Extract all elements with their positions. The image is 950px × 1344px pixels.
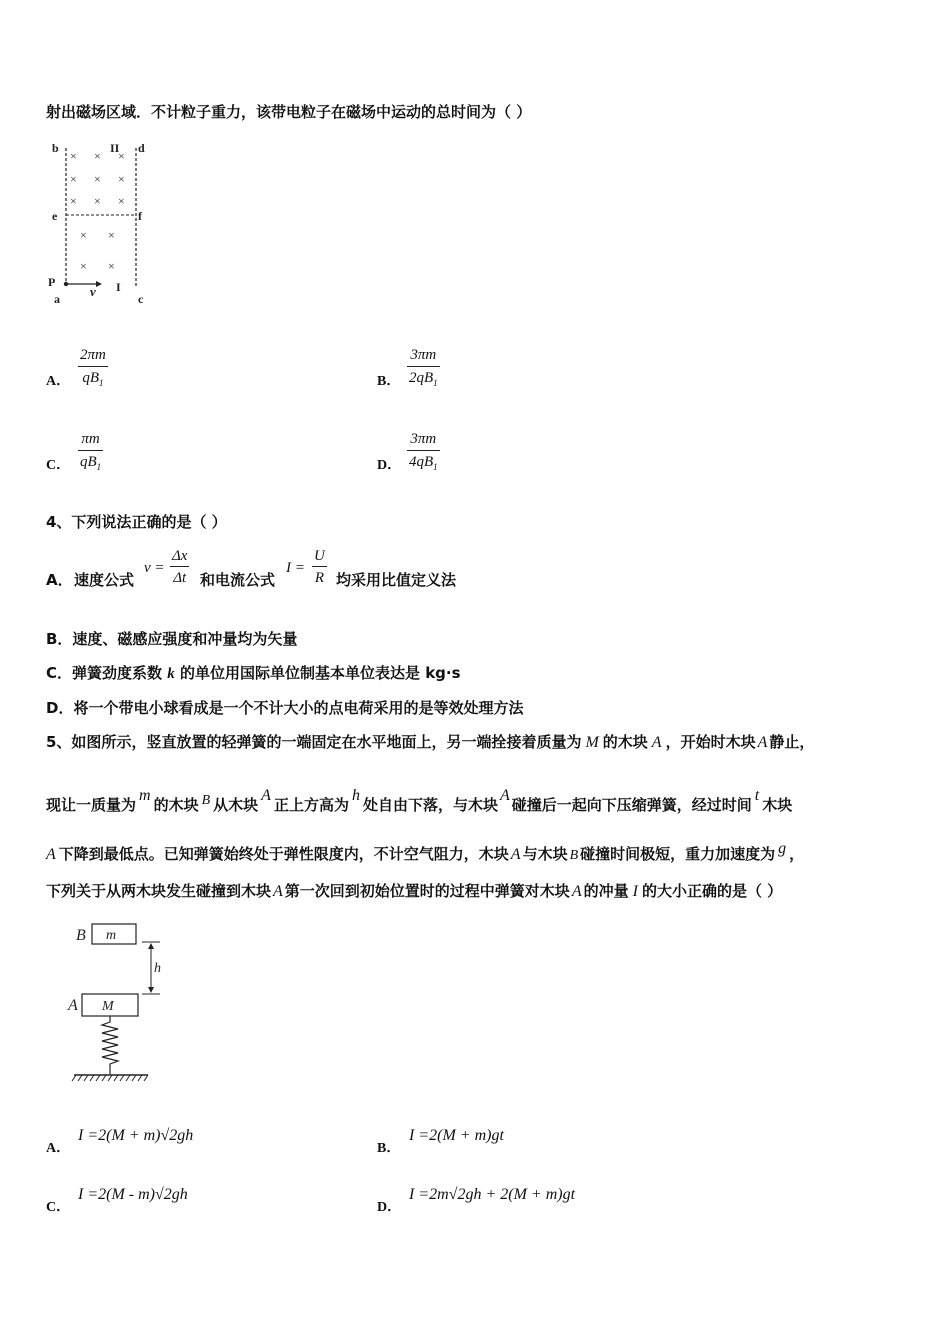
svg-text:×: × — [80, 228, 87, 242]
svg-text:×: × — [118, 194, 125, 208]
label-c: c — [138, 292, 144, 306]
label-a: a — [54, 292, 60, 306]
magnetic-field-figure — [44, 138, 164, 310]
field-crosses-region-II — [70, 149, 125, 208]
arrow-head — [96, 281, 102, 287]
label-M: M — [102, 999, 114, 1014]
label-I: I — [116, 280, 121, 294]
svg-text:×: × — [94, 172, 101, 186]
svg-text:×: × — [94, 194, 101, 208]
q5-line-4: 下列关于从两木块发生碰撞到木块 A 第一次回到初始位置时的过程中弹簧对木块 A 的冲量 I 的大小正确的是（ ） — [46, 882, 783, 900]
field-crosses-region-I — [80, 228, 115, 273]
q5-option-a[interactable]: A． I =2(M + m)√2gh — [46, 1127, 194, 1156]
svg-text:×: × — [118, 149, 125, 163]
q5-option-c[interactable]: C． I =2(M - m)√2gh — [46, 1186, 188, 1215]
q5-line-1: 5、如图所示，竖直放置的轻弹簧的一端固定在水平地面上，另一端拴接着质量为 M 的木块 A ，开始时木块 A 静止， — [46, 733, 815, 751]
label-v: v — [90, 284, 96, 299]
svg-text:×: × — [94, 149, 101, 163]
ground-hatching — [72, 1075, 148, 1081]
svg-text:×: × — [108, 228, 115, 242]
q5-option-b[interactable]: B． I =2(M + m)gt — [377, 1127, 504, 1156]
q5-option-d[interactable]: D． I =2m√2gh + 2(M + m)gt — [377, 1186, 576, 1215]
svg-text:×: × — [70, 172, 77, 186]
q4-option-b[interactable]: B．速度、磁感应强度和冲量均为矢量 — [46, 630, 298, 648]
label-e: e — [52, 209, 58, 223]
svg-text:×: × — [70, 194, 77, 208]
label-A: A — [68, 997, 78, 1014]
svg-text:×: × — [70, 149, 77, 163]
svg-text:×: × — [108, 259, 115, 273]
q4-option-c[interactable]: C．弹簧劲度系数 k 的单位用国际单位制基本单位表达是 kg·s — [46, 664, 461, 682]
svg-text:×: × — [80, 259, 87, 273]
label-m: m — [106, 928, 117, 943]
q3-stem-tail: 射出磁场区域．不计粒子重力，该带电粒子在磁场中运动的总时间为（ ） — [46, 103, 532, 121]
spring-block-figure — [64, 918, 164, 1086]
q4-stem: 4、下列说法正确的是（ ） — [46, 513, 227, 531]
q5-line-3: A 下降到最低点。已知弹簧始终处于弹性限度内，不计空气阻力，木块 A 与木块 B 碰撞时间极短，重力加速度为 g ， — [46, 840, 805, 863]
q5-line-2: 现让一质量为m的木块 B 从木块A正上方高为h处自由下落，与木块A碰撞后一起向下压缩弹簧，经过时间t木块 — [46, 787, 793, 814]
label-h: h — [154, 961, 161, 976]
svg-text:×: × — [118, 172, 125, 186]
label-f: f — [138, 209, 142, 223]
label-b: b — [52, 141, 59, 155]
label-P: P — [48, 275, 56, 289]
label-d: d — [138, 141, 145, 155]
label-B: B — [76, 927, 86, 944]
label-II: II — [110, 141, 120, 155]
spring — [102, 1016, 118, 1074]
q4-option-d[interactable]: D．将一个带电小球看成是一个不计大小的点电荷采用的是等效处理方法 — [46, 699, 524, 717]
